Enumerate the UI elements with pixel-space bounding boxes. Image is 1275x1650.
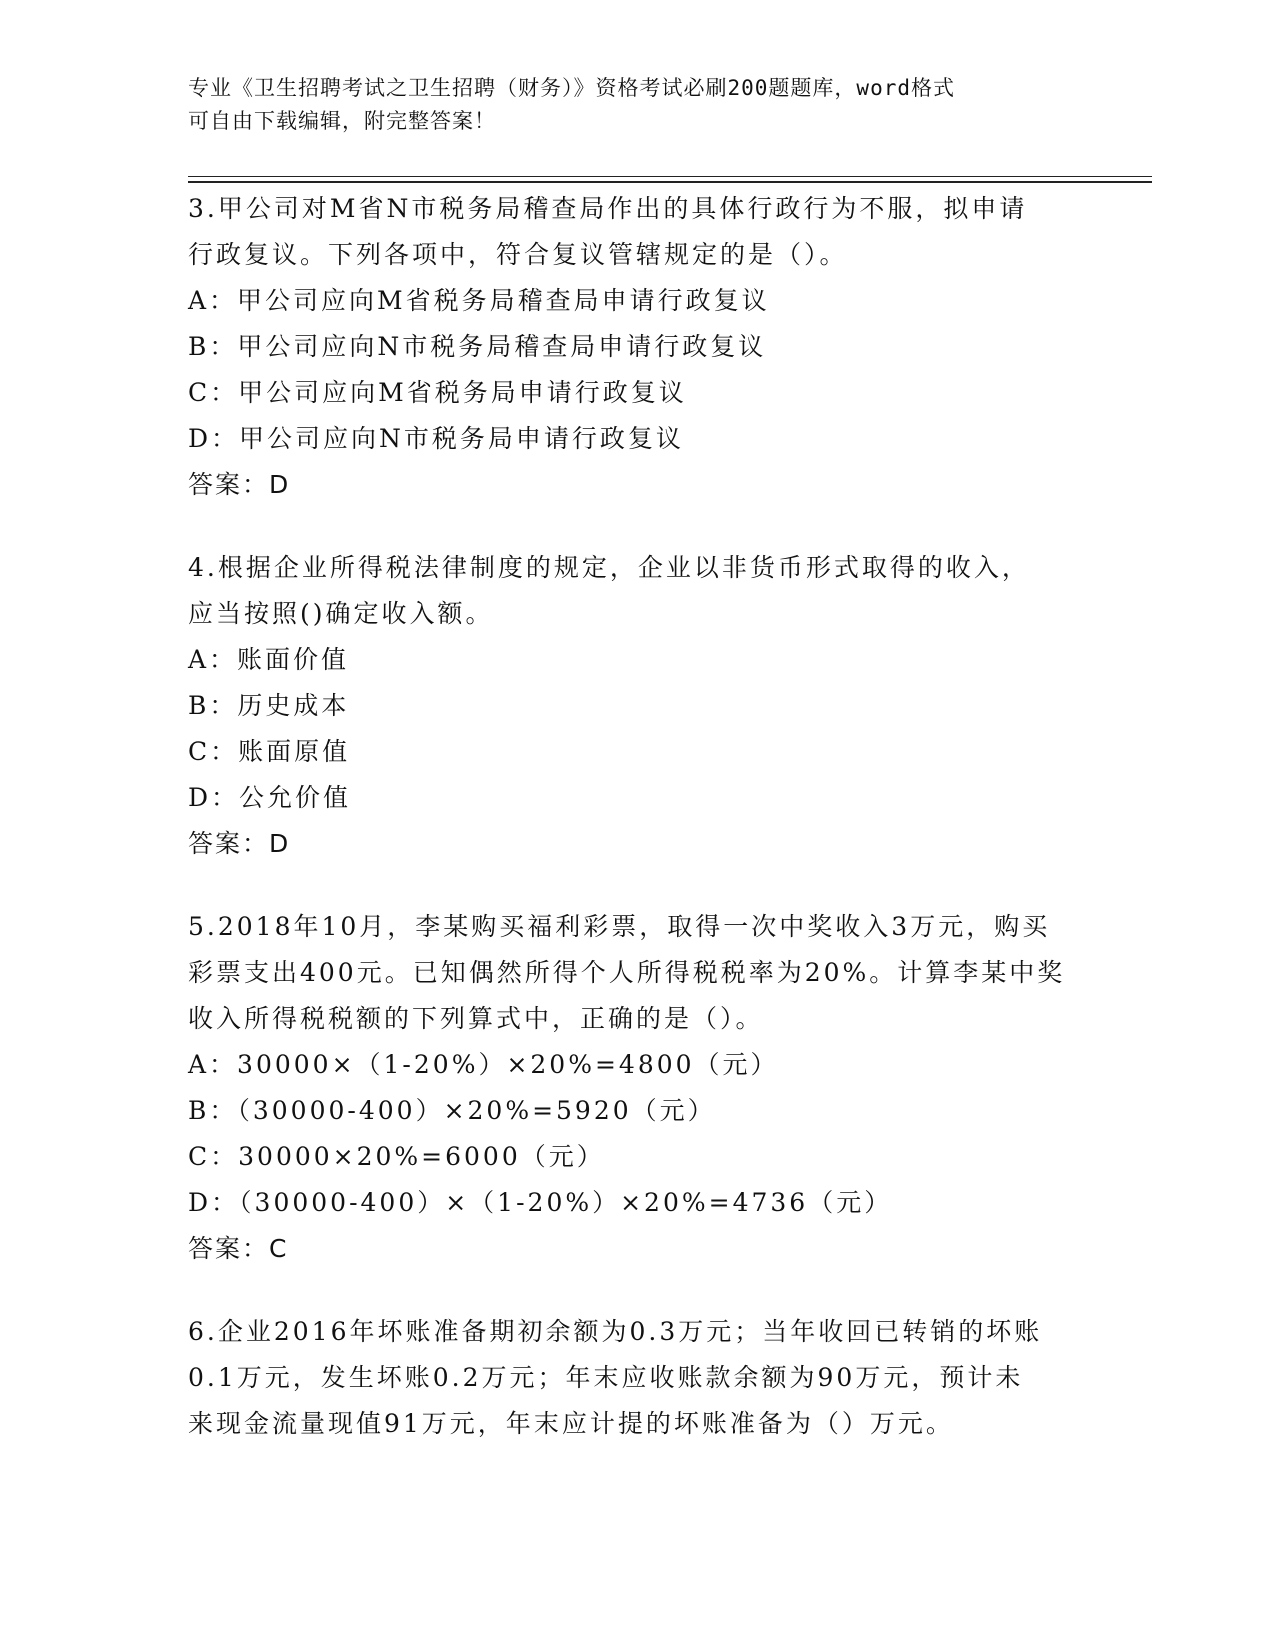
option-b: B：甲公司应向N市税务局稽查局申请行政复议	[188, 332, 767, 361]
option-c: C：30000×20%=6000（元）	[188, 1142, 605, 1171]
question-stem: 收入所得税税额的下列算式中，正确的是（）。	[188, 1004, 764, 1033]
answer-label: 答案：D	[188, 470, 291, 499]
answer-label: 答案：D	[188, 829, 291, 858]
question-3	[188, 186, 1108, 508]
question-stem: 彩票支出400元。已知偶然所得个人所得税税率为20%。计算李某中奖	[188, 958, 1066, 987]
option-a: A：账面价值	[188, 645, 350, 674]
option-a: A：甲公司应向M省税务局稽查局申请行政复议	[188, 286, 770, 315]
question-stem: 来现金流量现值91万元，年末应计提的坏账准备为（）万元。	[188, 1409, 954, 1438]
question-stem: 行政复议。下列各项中，符合复议管辖规定的是（）。	[188, 240, 848, 269]
question-4	[188, 545, 1108, 867]
question-stem: 3.甲公司对M省N市税务局稽查局作出的具体行政行为不服，拟申请	[188, 194, 1028, 223]
header-divider-thin	[188, 176, 1152, 177]
header-line-2: 可自由下载编辑，附完整答案！	[188, 109, 496, 133]
question-5	[188, 904, 1108, 1272]
question-stem: 0.1万元，发生坏账0.2万元；年末应收账款余额为90万元，预计未	[188, 1363, 1024, 1392]
option-d: D：公允价值	[188, 783, 352, 812]
option-d: D：（30000-400）×（1-20%）×20%=4736（元）	[188, 1188, 893, 1217]
option-c: C：账面原值	[188, 737, 351, 766]
option-b: B：（30000-400）×20%=5920（元）	[188, 1096, 716, 1125]
question-6	[188, 1309, 1108, 1447]
header-divider-thick	[188, 181, 1152, 183]
question-stem: 应当按照()确定收入额。	[188, 599, 494, 628]
question-stem: 5.2018年10月，李某购买福利彩票，取得一次中奖收入3万元，购买	[188, 912, 1051, 941]
option-b: B：历史成本	[188, 691, 350, 720]
option-a: A：30000×（1-20%）×20%=4800（元）	[188, 1050, 779, 1079]
question-stem: 4.根据企业所得税法律制度的规定，企业以非货币形式取得的收入，	[188, 553, 1030, 582]
option-d: D：甲公司应向N市税务局申请行政复议	[188, 424, 684, 453]
document-header	[188, 72, 1088, 138]
question-stem: 6.企业2016年坏账准备期初余额为0.3万元；当年收回已转销的坏账	[188, 1317, 1043, 1346]
option-c: C：甲公司应向M省税务局申请行政复议	[188, 378, 687, 407]
answer-label: 答案：C	[188, 1234, 289, 1263]
header-line-1: 专业《卫生招聘考试之卫生招聘（财务）》资格考试必刷200题题库，word格式	[188, 76, 955, 100]
